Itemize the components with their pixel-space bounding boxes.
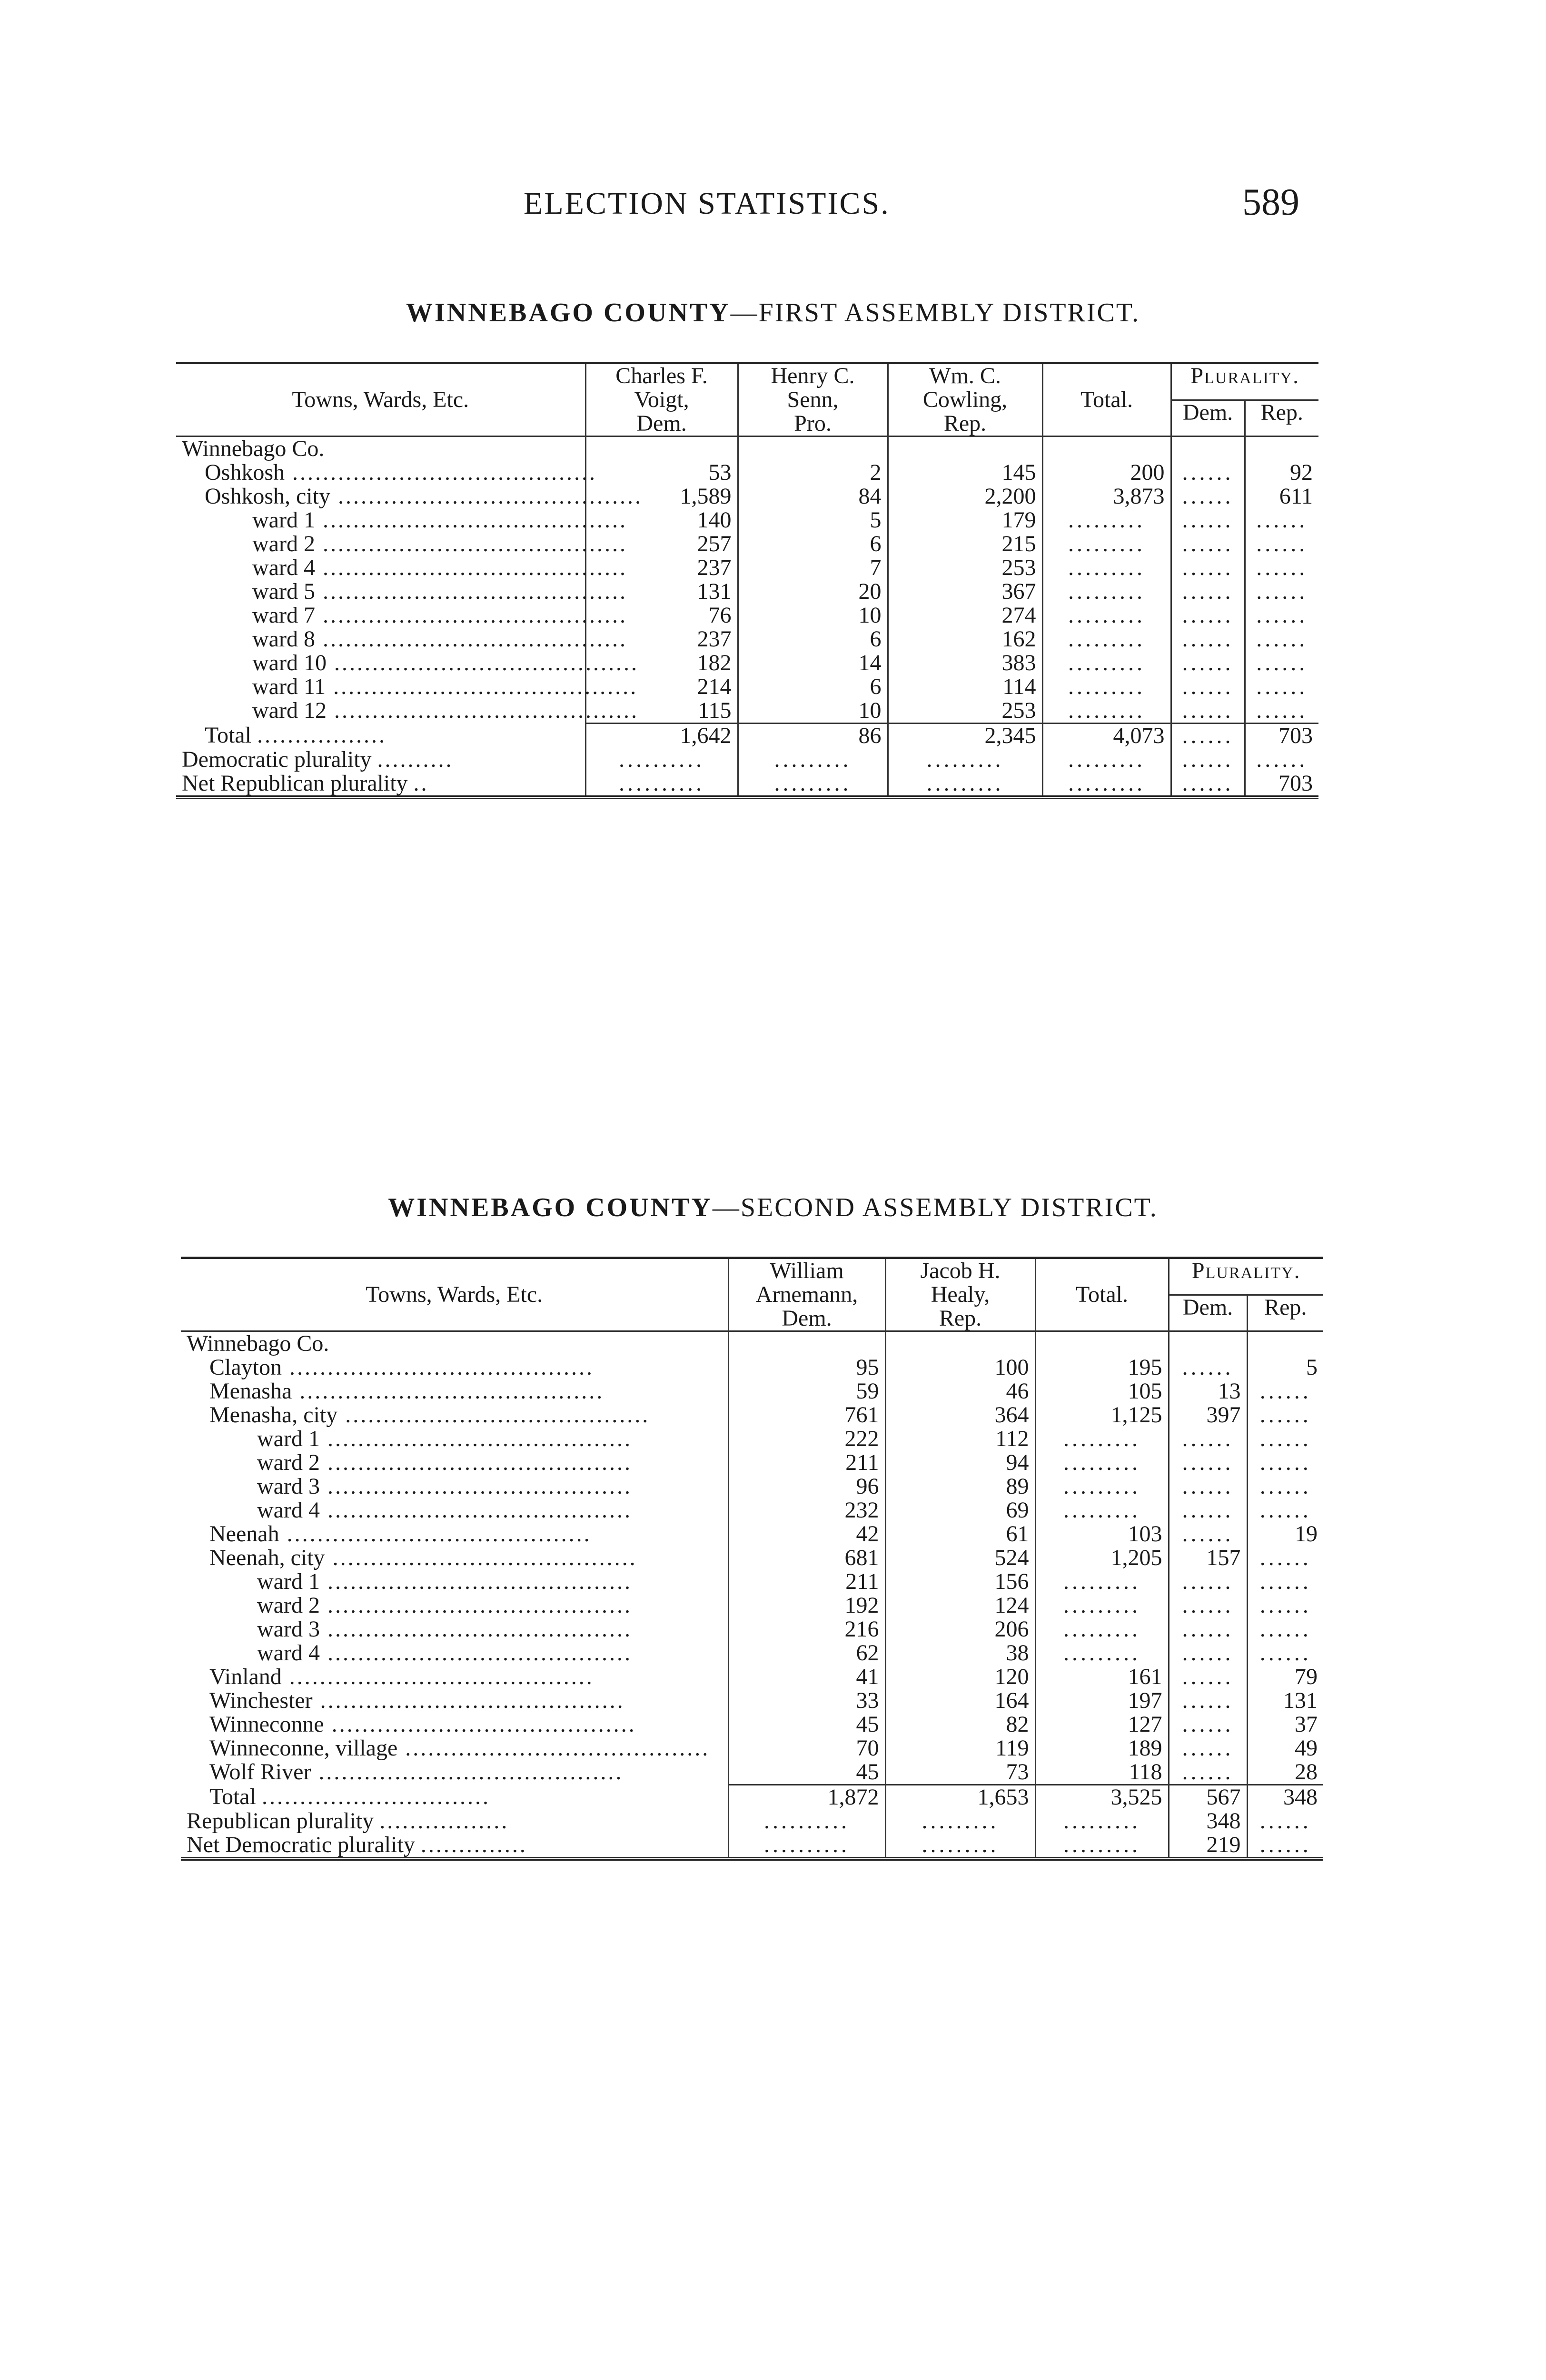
table2-cell-total: 103 <box>1035 1522 1169 1546</box>
table2-cell-rep: ...... <box>1247 1498 1323 1522</box>
table1-cell-dem: ...... <box>1171 508 1245 532</box>
table1-header-row <box>176 363 1318 400</box>
table2-title <box>0 1192 1546 1223</box>
table1-cell-dem: ...... <box>1171 651 1245 675</box>
table1-header-col1-line3: Dem. <box>636 411 687 436</box>
table2-cell-c2: 124 <box>885 1594 1035 1617</box>
table1-total-col3: 2,345 <box>888 724 1042 748</box>
table2-cell-total: ......... <box>1035 1617 1169 1641</box>
table1-row <box>176 699 1318 724</box>
table2-cell-rep: 49 <box>1247 1736 1323 1760</box>
table1-row <box>176 485 1318 508</box>
table1-row-label: Oshkosh ........................................ <box>205 460 597 485</box>
table2-cell-rep: ...... <box>1247 1641 1323 1665</box>
table2-row-label: Winchester ........................................ <box>209 1688 625 1713</box>
table2-cell-rep: 5 <box>1247 1356 1323 1379</box>
table2-total-rep: 348 <box>1247 1785 1323 1810</box>
table1-total-col1: 1,642 <box>585 724 738 748</box>
table2-county-label: Winnebago Co. <box>187 1331 329 1356</box>
table2-cell-dem: ...... <box>1169 1451 1247 1475</box>
table1-row-label: ward 7 ........................................ <box>252 603 627 628</box>
table1-header-col1 <box>585 363 738 436</box>
table2-cell-c2: 61 <box>885 1522 1035 1546</box>
table2-header-col1-line1: William <box>770 1258 844 1283</box>
table2-cell-total: 197 <box>1035 1689 1169 1713</box>
table2-cell-c1: 70 <box>728 1736 885 1760</box>
table1-cell-rep: ...... <box>1245 651 1318 675</box>
table1-cell-rep: ...... <box>1245 604 1318 627</box>
table2-row <box>181 1736 1323 1760</box>
table2-cell-c2: 119 <box>885 1736 1035 1760</box>
table1-cell-c2: 14 <box>738 651 888 675</box>
table1-cell-c2: 6 <box>738 675 888 699</box>
table2-cell-c2: 69 <box>885 1498 1035 1522</box>
table2-row-label: ward 1 ........................................ <box>257 1426 632 1451</box>
table1-cell-c1: 76 <box>585 604 738 627</box>
table1-cell-c3: 253 <box>888 699 1042 724</box>
table2-cell-c1: 761 <box>728 1403 885 1427</box>
table1-header-col2-line1: Henry C. <box>771 363 855 388</box>
table2-cell-c2: 46 <box>885 1379 1035 1403</box>
table2-cell-total: ......... <box>1035 1641 1169 1665</box>
table2-total-total: 3,525 <box>1035 1785 1169 1810</box>
table1-cell-c1: 237 <box>585 627 738 651</box>
table2-cell-c1: 41 <box>728 1665 885 1689</box>
table2-row <box>181 1665 1323 1689</box>
table2-row-label: Neenah ........................................ <box>209 1521 592 1547</box>
table2-cell-dem: 13 <box>1169 1379 1247 1403</box>
table2-header-col2-line3: Rep. <box>939 1306 982 1331</box>
table2-cell-c2: 120 <box>885 1665 1035 1689</box>
table1-cell-c1: 257 <box>585 532 738 556</box>
table2-cell-c2: 38 <box>885 1641 1035 1665</box>
table2-cell-c1: 45 <box>728 1760 885 1785</box>
table2-header-col1 <box>728 1258 885 1331</box>
table2-header-col2 <box>885 1258 1035 1331</box>
table1-row-label: ward 4 ........................................ <box>252 555 627 580</box>
table1-cell-c1: 1,589 <box>585 485 738 508</box>
table1-row-label: ward 1 ........................................ <box>252 507 627 533</box>
table2-row-label: ward 1 ........................................ <box>257 1569 632 1594</box>
table2-cell-c2: 156 <box>885 1570 1035 1594</box>
table1-cell-rep: ...... <box>1245 508 1318 532</box>
table2-cell-c2: 94 <box>885 1451 1035 1475</box>
table1-cell-c3: 162 <box>888 627 1042 651</box>
table1-row-label: ward 12 ........................................ <box>252 698 639 723</box>
table1-plurality-row: Democratic plurality .......... .......... ......... ......... ......... ...... ...... <box>176 748 1318 772</box>
table1-cell-c1: 214 <box>585 675 738 699</box>
table2-cell-dem: ...... <box>1169 1475 1247 1498</box>
table1-total-rep: 703 <box>1245 724 1318 748</box>
table2-row-label: Menasha ........................................ <box>209 1378 605 1404</box>
table2-row <box>181 1570 1323 1594</box>
table2-header-col1-line3: Dem. <box>782 1306 832 1331</box>
table2-cell-dem: ...... <box>1169 1689 1247 1713</box>
table2-cell-dem: ...... <box>1169 1522 1247 1546</box>
table2-cell-c1: 95 <box>728 1356 885 1379</box>
table1-cell-dem: ...... <box>1171 532 1245 556</box>
table2-cell-dem: ...... <box>1169 1665 1247 1689</box>
table2-body <box>181 1356 1323 1785</box>
page-number: 589 <box>1242 181 1299 223</box>
table1-cell-rep: ...... <box>1245 675 1318 699</box>
table1-cell-c1: 237 <box>585 556 738 580</box>
table2-cell-c1: 192 <box>728 1594 885 1617</box>
table1-row-label: ward 10 ........................................ <box>252 650 639 675</box>
table1-cell-dem: ...... <box>1171 675 1245 699</box>
table1-cell-c3: 179 <box>888 508 1042 532</box>
table1-cell-c2: 84 <box>738 485 888 508</box>
table2-cell-c1: 62 <box>728 1641 885 1665</box>
table2-row <box>181 1713 1323 1736</box>
table2-row-label: Menasha, city ........................................ <box>209 1402 650 1428</box>
table1-cell-rep: ...... <box>1245 532 1318 556</box>
table2-cell-rep: 131 <box>1247 1689 1323 1713</box>
table2-cell-c2: 73 <box>885 1760 1035 1785</box>
table2-cell-rep: ...... <box>1247 1570 1323 1594</box>
table1-row <box>176 675 1318 699</box>
table1-cell-c3: 367 <box>888 580 1042 604</box>
table1-cell-total: ......... <box>1042 675 1171 699</box>
table2-cell-dem: ...... <box>1169 1356 1247 1379</box>
running-head: ELECTION STATISTICS. <box>524 186 890 221</box>
table1-cell-dem: ...... <box>1171 580 1245 604</box>
table1-cell-total: ......... <box>1042 556 1171 580</box>
table2-cell-c2: 364 <box>885 1403 1035 1427</box>
table1-row-label: ward 2 ........................................ <box>252 531 627 556</box>
table1-title-county: WINNEBAGO COUNTY <box>406 298 731 327</box>
table1-header-rep: Rep. <box>1245 400 1318 436</box>
table2-row <box>181 1403 1323 1427</box>
table1-cell-c1: 115 <box>585 699 738 724</box>
table1-header-label: Towns, Wards, Etc. <box>176 363 585 436</box>
table2-cell-rep: ...... <box>1247 1379 1323 1403</box>
table1-cell-rep: 92 <box>1245 461 1318 485</box>
table1-header-col2-line3: Pro. <box>794 411 832 436</box>
table1-row-label: ward 5 ........................................ <box>252 579 627 604</box>
table1-cell-total: 3,873 <box>1042 485 1171 508</box>
table2-cell-rep: ...... <box>1247 1617 1323 1641</box>
table2-cell-c1: 211 <box>728 1451 885 1475</box>
table2-row <box>181 1617 1323 1641</box>
table1-cell-c1: 131 <box>585 580 738 604</box>
table2-cell-c1: 96 <box>728 1475 885 1498</box>
table1-row <box>176 508 1318 532</box>
table2-cell-c2: 206 <box>885 1617 1035 1641</box>
table2-total-label: Total .............................. <box>209 1784 490 1809</box>
table1-cell-c3: 114 <box>888 675 1042 699</box>
page-header <box>0 171 1546 228</box>
table2-row <box>181 1546 1323 1570</box>
table1-row <box>176 604 1318 627</box>
table2-cell-c2: 524 <box>885 1546 1035 1570</box>
table1-cell-rep: 611 <box>1245 485 1318 508</box>
table1-cell-c2: 7 <box>738 556 888 580</box>
table1-cell-rep: ...... <box>1245 627 1318 651</box>
table2-row <box>181 1760 1323 1785</box>
table2-cell-c1: 42 <box>728 1522 885 1546</box>
table2-header-dem: Dem. <box>1169 1295 1247 1331</box>
table1-cell-c1: 53 <box>585 461 738 485</box>
table1-cell-rep: ...... <box>1245 556 1318 580</box>
table2 <box>181 1257 1323 1861</box>
table2-cell-c2: 89 <box>885 1475 1035 1498</box>
table2-cell-rep: 28 <box>1247 1760 1323 1785</box>
table1-plurality-label: Democratic plurality .......... <box>182 747 454 772</box>
table2-header-col2-line1: Jacob H. <box>920 1258 1001 1283</box>
table1-total-label: Total ................. <box>205 722 386 748</box>
table2-cell-c1: 216 <box>728 1617 885 1641</box>
table2-cell-total: 105 <box>1035 1379 1169 1403</box>
table2-cell-dem: ...... <box>1169 1760 1247 1785</box>
table2-cell-c1: 33 <box>728 1689 885 1713</box>
table1-county-label: Winnebago Co. <box>182 436 325 461</box>
table2-row-label: Wolf River ........................................ <box>209 1759 624 1785</box>
table2-cell-total: ......... <box>1035 1475 1169 1498</box>
table2-cell-total: 118 <box>1035 1760 1169 1785</box>
table1-row <box>176 627 1318 651</box>
table2-cell-total: 1,205 <box>1035 1546 1169 1570</box>
table1-cell-total: ......... <box>1042 508 1171 532</box>
table2-cell-rep: ...... <box>1247 1546 1323 1570</box>
table2-row <box>181 1379 1323 1403</box>
table1-header-plurality: Plurality. <box>1171 363 1318 400</box>
table2-row-label: ward 3 ........................................ <box>257 1616 632 1642</box>
table1-header-col2 <box>738 363 888 436</box>
table1-cell-c3: 274 <box>888 604 1042 627</box>
table1-header-total: Total. <box>1042 363 1171 436</box>
table2-cell-c2: 164 <box>885 1689 1035 1713</box>
table2-row <box>181 1451 1323 1475</box>
table2-cell-rep: ...... <box>1247 1451 1323 1475</box>
table2-header-rep: Rep. <box>1247 1295 1323 1331</box>
table1-cell-dem: ...... <box>1171 604 1245 627</box>
table1-cell-rep: ...... <box>1245 699 1318 724</box>
table1-cell-dem: ...... <box>1171 627 1245 651</box>
table2-plurality-label: Republican plurality ................. <box>187 1808 509 1834</box>
table2-cell-total: ......... <box>1035 1427 1169 1451</box>
table2-cell-dem: ...... <box>1169 1713 1247 1736</box>
table1-cell-c3: 145 <box>888 461 1042 485</box>
table2-header-row <box>181 1258 1323 1295</box>
table1-row <box>176 461 1318 485</box>
table1-row <box>176 580 1318 604</box>
table2-title-district: —SECOND ASSEMBLY DISTRICT. <box>712 1193 1158 1222</box>
table2-net-label: Net Democratic plurality .............. <box>187 1832 527 1857</box>
table1-header-col3-line2: Cowling, <box>922 387 1008 412</box>
table2-row-label: ward 4 ........................................ <box>257 1497 632 1523</box>
table2-total-row <box>181 1785 1323 1810</box>
table2-cell-total: ......... <box>1035 1498 1169 1522</box>
table2-cell-dem: ...... <box>1169 1594 1247 1617</box>
table2-cell-rep: 37 <box>1247 1713 1323 1736</box>
table1-cell-total: ......... <box>1042 532 1171 556</box>
table1-cell-total: ......... <box>1042 627 1171 651</box>
table2-cell-c2: 82 <box>885 1713 1035 1736</box>
table2-cell-total: ......... <box>1035 1594 1169 1617</box>
table2-row-label: ward 3 ........................................ <box>257 1474 632 1499</box>
table1-cell-dem: ...... <box>1171 461 1245 485</box>
table1-row-label: ward 11 ........................................ <box>252 674 638 699</box>
table1-header-col2-line2: Senn, <box>787 387 839 412</box>
table2-cell-dem: 157 <box>1169 1546 1247 1570</box>
table1-row <box>176 556 1318 580</box>
table2-cell-rep: ...... <box>1247 1403 1323 1427</box>
table1-cell-c3: 2,200 <box>888 485 1042 508</box>
table2-plurality-rep: ...... <box>1247 1809 1323 1833</box>
table2-row <box>181 1641 1323 1665</box>
table1-cell-c1: 182 <box>585 651 738 675</box>
table1-cell-c2: 2 <box>738 461 888 485</box>
table1-header-col3-line3: Rep. <box>943 411 987 436</box>
table2-cell-dem: ...... <box>1169 1617 1247 1641</box>
table2-county-row <box>181 1331 1323 1356</box>
table2-row-label: Winneconne, village ........................................ <box>209 1735 710 1761</box>
table2-cell-rep: 19 <box>1247 1522 1323 1546</box>
table2-row-label: ward 4 ........................................ <box>257 1640 632 1666</box>
table2-cell-c1: 59 <box>728 1379 885 1403</box>
table2-cell-c1: 681 <box>728 1546 885 1570</box>
table2-cell-rep: ...... <box>1247 1594 1323 1617</box>
table2-cell-total: 161 <box>1035 1665 1169 1689</box>
table2-cell-dem: ...... <box>1169 1736 1247 1760</box>
table2-header-col1-line2: Arnemann, <box>755 1282 858 1307</box>
table2-net-dem: 219 <box>1169 1833 1247 1859</box>
table2-cell-rep: 79 <box>1247 1665 1323 1689</box>
table2-cell-dem: ...... <box>1169 1427 1247 1451</box>
table2-plurality-row: Republican plurality ................. .......... ......... ......... 348 ...... <box>181 1809 1323 1833</box>
table2-cell-dem: ...... <box>1169 1641 1247 1665</box>
table2-cell-total: ......... <box>1035 1570 1169 1594</box>
table1-cell-c3: 383 <box>888 651 1042 675</box>
table2-title-county: WINNEBAGO COUNTY <box>388 1193 713 1222</box>
table2-row <box>181 1498 1323 1522</box>
table1-cell-c2: 10 <box>738 699 888 724</box>
table2-row-label: Neenah, city ........................................ <box>209 1545 637 1570</box>
table2-cell-c1: 222 <box>728 1427 885 1451</box>
table2-total-col2: 1,653 <box>885 1785 1035 1810</box>
table2-row-label: Clayton ........................................ <box>209 1355 594 1380</box>
table1-total-col2: 86 <box>738 724 888 748</box>
table2-row-label: ward 2 ........................................ <box>257 1593 632 1618</box>
table2-cell-dem: 397 <box>1169 1403 1247 1427</box>
table2-row <box>181 1475 1323 1498</box>
table2-cell-rep: ...... <box>1247 1475 1323 1498</box>
table1-cell-total: ......... <box>1042 604 1171 627</box>
table2-cell-total: 195 <box>1035 1356 1169 1379</box>
table1-cell-dem: ...... <box>1171 556 1245 580</box>
table1-title <box>0 298 1546 328</box>
table2-row <box>181 1356 1323 1379</box>
table1-header-col3-line1: Wm. C. <box>929 363 1001 388</box>
table2-row-label: ward 2 ........................................ <box>257 1450 632 1475</box>
table2-cell-dem: ...... <box>1169 1498 1247 1522</box>
table2-row <box>181 1594 1323 1617</box>
table1-cell-dem: ...... <box>1171 485 1245 508</box>
table2-total-col1: 1,872 <box>728 1785 885 1810</box>
table2-cell-total: 1,125 <box>1035 1403 1169 1427</box>
table1-cell-total: ......... <box>1042 651 1171 675</box>
table1-cell-c2: 10 <box>738 604 888 627</box>
table1-total-total: 4,073 <box>1042 724 1171 748</box>
table1-county-row <box>176 436 1318 461</box>
table1-header-dem: Dem. <box>1171 400 1245 436</box>
table1-net-rep: 703 <box>1245 772 1318 797</box>
table2-cell-total: 127 <box>1035 1713 1169 1736</box>
table2-header-col2-line2: Healy, <box>931 1282 990 1307</box>
table2-cell-total: 189 <box>1035 1736 1169 1760</box>
table1-row-label: ward 8 ........................................ <box>252 626 627 652</box>
table1-net-row: Net Republican plurality .. .......... ......... ......... ......... ...... 703 <box>176 772 1318 797</box>
table2-row-label: Vinland ........................................ <box>209 1664 594 1689</box>
table1-total-dem: ...... <box>1171 724 1245 748</box>
table1-cell-total: 200 <box>1042 461 1171 485</box>
table2-cell-c1: 232 <box>728 1498 885 1522</box>
table1-cell-c2: 20 <box>738 580 888 604</box>
table1-cell-c2: 6 <box>738 532 888 556</box>
table1-body <box>176 461 1318 724</box>
table2-cell-c1: 45 <box>728 1713 885 1736</box>
table1-cell-rep: ...... <box>1245 580 1318 604</box>
table1-row <box>176 651 1318 675</box>
table2-cell-rep: ...... <box>1247 1427 1323 1451</box>
table2-net-row: Net Democratic plurality .............. .......... ......... ......... 219 ...... <box>181 1833 1323 1859</box>
table1-title-district: —FIRST ASSEMBLY DISTRICT. <box>730 298 1140 327</box>
table1-header-col1-line2: Voigt, <box>634 387 689 412</box>
table2-cell-total: ......... <box>1035 1451 1169 1475</box>
table2-header-total: Total. <box>1035 1258 1169 1331</box>
table1-total-row <box>176 724 1318 748</box>
table1-row <box>176 532 1318 556</box>
table1-header-col3 <box>888 363 1042 436</box>
table1-cell-dem: ...... <box>1171 699 1245 724</box>
table2-cell-c2: 112 <box>885 1427 1035 1451</box>
table2-cell-c2: 100 <box>885 1356 1035 1379</box>
table2-plurality-dem: 348 <box>1169 1809 1247 1833</box>
table1-header-col1-line1: Charles F. <box>615 363 708 388</box>
table1-net-label: Net Republican plurality .. <box>182 771 429 796</box>
table1-cell-total: ......... <box>1042 580 1171 604</box>
table1-row-label: Oshkosh, city ........................................ <box>205 484 643 509</box>
table1-cell-c1: 140 <box>585 508 738 532</box>
table2-net-rep: ...... <box>1247 1833 1323 1859</box>
table1 <box>176 362 1318 799</box>
table2-header-label: Towns, Wards, Etc. <box>181 1258 728 1331</box>
table2-header-plurality: Plurality. <box>1169 1258 1323 1295</box>
table2-cell-dem: ...... <box>1169 1570 1247 1594</box>
table2-cell-c1: 211 <box>728 1570 885 1594</box>
table1-cell-c2: 5 <box>738 508 888 532</box>
table1-cell-c2: 6 <box>738 627 888 651</box>
table1-cell-c3: 253 <box>888 556 1042 580</box>
table2-row-label: Winneconne ........................................ <box>209 1712 636 1737</box>
table2-row <box>181 1522 1323 1546</box>
table2-total-dem: 567 <box>1169 1785 1247 1810</box>
table1-cell-total: ......... <box>1042 699 1171 724</box>
table2-row <box>181 1427 1323 1451</box>
table1-cell-c3: 215 <box>888 532 1042 556</box>
table2-row <box>181 1689 1323 1713</box>
